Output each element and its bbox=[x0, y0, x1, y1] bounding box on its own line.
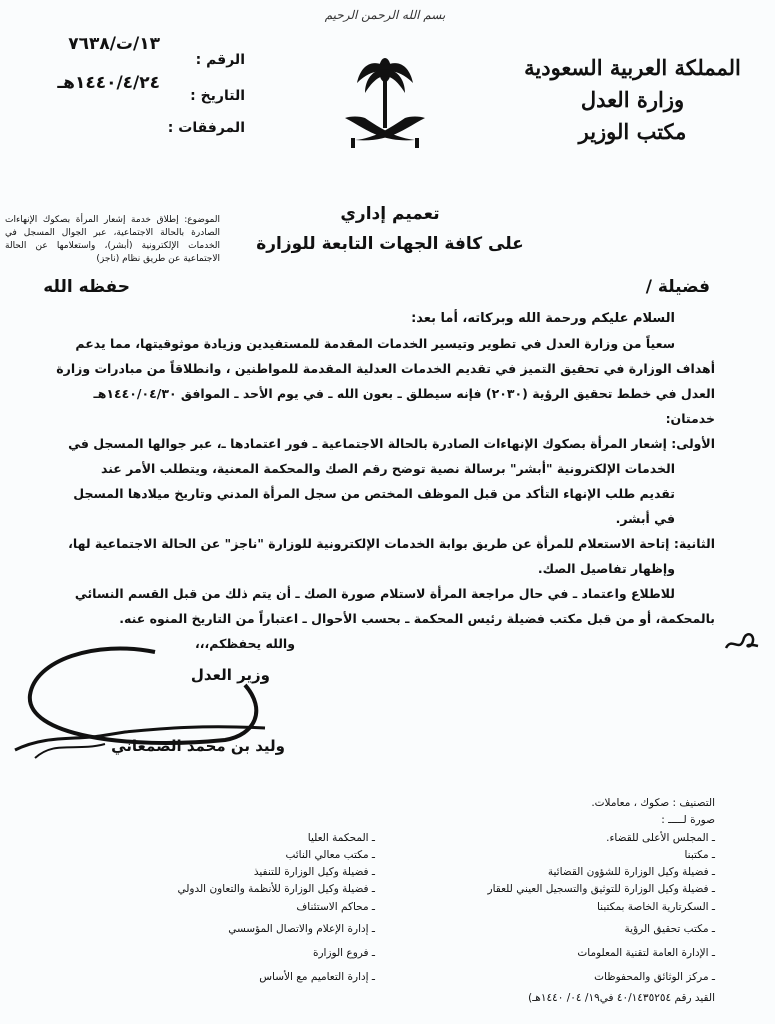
recipient: ـ فضيلة وكيل الوزارة للتوثيق والتسجيل العيني للعقار bbox=[487, 883, 715, 895]
recipient: ـ المحكمة العليا bbox=[307, 832, 375, 844]
letterhead bbox=[500, 52, 765, 148]
greeting: السلام عليكم ورحمة الله وبركاته، أما بعد: bbox=[411, 311, 675, 326]
first-label: الأولى: bbox=[671, 436, 715, 451]
recipient: ـ محاكم الاستئناف bbox=[296, 901, 375, 913]
recipient: ـ إدارة الإعلام والاتصال المؤسسي bbox=[228, 923, 375, 935]
first-line: تقديم طلب الإنهاء التأكد من قبل الموظف المختص من سجل المرأة المدني وتاريخ ميلادها المسجل bbox=[73, 486, 675, 501]
closing-line: بالمحكمة، أو من قبل مكتب فضيلة رئيس المحكمة ـ بحسب الأحوال ـ اعتباراً من التاريخ المنوه عنه. bbox=[119, 611, 715, 626]
first-line: الخدمات الإلكترونية "أبشر" برسالة نصية توضح رقم الصك والمحكمة المعنية، ويتطلب الأمر عند bbox=[100, 461, 675, 476]
letterhead-kingdom: المملكة العربية السعودية bbox=[524, 55, 741, 80]
letterhead-ministry: وزارة العدل bbox=[580, 87, 685, 112]
recipient: ـ السكرتارية الخاصة بمكتبنا bbox=[596, 901, 715, 913]
date-value: ١٤٤٠/٤/٢٤هـ bbox=[57, 73, 160, 93]
subject-text: الموضوع: إطلاق خدمة إشعار المرأة بصكوك الإنهاءات الصادرة بالحالة الاجتماعية، عبر الجوال المسجل في الخدمات الإلكترونية (أبشر)، واستعلامها عن الحالة الاجتماعية عن طريق نظام (ناجز) bbox=[5, 215, 220, 264]
recipient: ـ مركز الوثائق والمحفوظات bbox=[594, 971, 715, 983]
number-label: الرقم : bbox=[195, 52, 245, 68]
recipient: ـ فضيلة وكيل الوزارة للشؤون القضائية bbox=[547, 866, 715, 878]
letter-body bbox=[50, 306, 715, 656]
signatory-name: وليد بن محمد الصمعاني bbox=[111, 737, 285, 755]
intro-line: خدمتان: bbox=[665, 411, 715, 426]
intro-line: سعياً من وزارة العدل في تطوير وتيسير الخدمات المقدمة للمستفيدين وزيادة موثوقيتها، مما يدعم bbox=[75, 336, 675, 351]
copy-recipients-left bbox=[60, 830, 375, 991]
recipient: ـ مكتب معالي النائب bbox=[285, 849, 375, 861]
second-line: إتاحة الاستعلام للمرأة عن طريق بوابة الخدمات الإلكترونية للوزارة "ناجز" عن الحالة الاجتماعية لها، bbox=[68, 536, 670, 551]
recipient: ـ إدارة التعاميم مع الأساس bbox=[259, 971, 375, 983]
initials-mark-icon bbox=[722, 628, 762, 656]
date-label: التاريخ : bbox=[190, 88, 245, 104]
letterhead-office: مكتب الوزير bbox=[578, 119, 687, 144]
first-line: إشعار المرأة بصكوك الإنهاءات الصادرة بالحالة الاجتماعية ـ فور اعتمادها ـ، عبر جوالها المسجل في bbox=[68, 436, 667, 451]
circular-title: تعميم إداري bbox=[340, 204, 440, 224]
intro-line: أهداف الوزارة في تحقيق التميز في تقديم الخدمات العدلية المقدمة للمواطنين ، وانطلاقاً من مبادرات وزارة bbox=[56, 361, 715, 376]
circular-recipients: على كافة الجهات التابعة للوزارة bbox=[256, 234, 524, 254]
signatory-position: وزير العدل bbox=[190, 666, 270, 684]
farewell: والله يحفظكم،،، bbox=[195, 636, 295, 651]
signature-drawing-icon bbox=[5, 640, 295, 780]
recipient: ـ فروع الوزارة bbox=[312, 947, 375, 959]
intro-line: العدل في خطط تحقيق الرؤية (٢٠٣٠) فإنه سيطلق ـ بعون الله ـ في يوم الأحد ـ الموافق ١٤٤٠/٠٤/٣٠هـ bbox=[93, 386, 715, 401]
second-label: الثانية: bbox=[673, 536, 715, 551]
basmala: بسم الله الرحمن الرحيم bbox=[324, 8, 446, 22]
classification: التصنيف : صكوك ، معاملات. bbox=[591, 797, 715, 809]
copy-recipients-right bbox=[400, 830, 715, 991]
addressee: فضيلة / bbox=[645, 277, 710, 297]
recipient: ـ مكتبنا bbox=[684, 849, 715, 861]
recipient: ـ فضيلة وكيل الوزارة للتنفيذ bbox=[253, 866, 375, 878]
saudi-emblem-icon bbox=[335, 48, 435, 153]
recipient: ـ مكتب تحقيق الرؤية bbox=[624, 923, 715, 935]
closing-line: للاطلاع واعتماد ـ في حال مراجعة المرأة لاستلام صورة الصك ـ أن يتم ذلك من قبل القسم النسائي bbox=[74, 586, 675, 601]
first-line: في أبشر. bbox=[615, 511, 675, 526]
number-value: ١٣/ت/٧٦٣٨ bbox=[68, 34, 160, 54]
second-line: وإظهار تفاصيل الصك. bbox=[537, 561, 675, 576]
recipient: ـ الإدارة العامة لتقنية المعلومات bbox=[577, 947, 715, 959]
attachments-label: المرفقات : bbox=[167, 120, 245, 136]
recipient: ـ المجلس الأعلى للقضاء. bbox=[606, 832, 715, 844]
registry-number: القيد رقم ٤٠/١٤٣٥٢٥٤ في١٩/ ٠٤/ ١٤٤٠هـ) bbox=[528, 992, 715, 1004]
copy-to-label: صورة لـــــ : bbox=[661, 814, 715, 826]
recipient: ـ فضيلة وكيل الوزارة للأنظمة والتعاون الدولي bbox=[177, 883, 375, 895]
blessing: حفظه الله bbox=[43, 277, 130, 297]
